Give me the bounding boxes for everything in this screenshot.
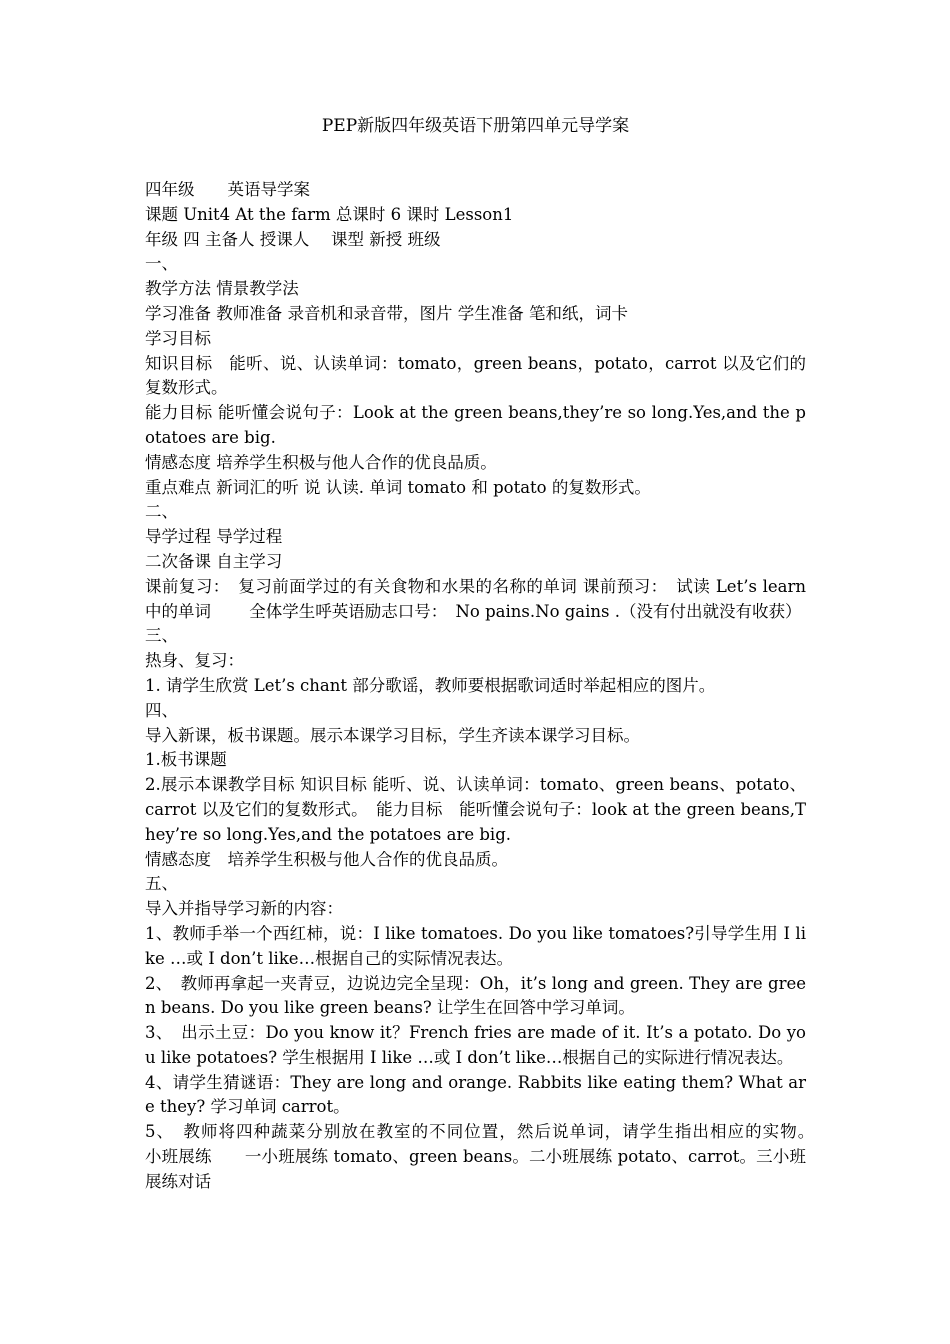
text-paragraph: 2、 教师再拿起一夹青豆，边说边完全呈现：Oh，it’s long and green. They are green beans. Do you like green beans? 让学生在回答中学习单词。 — [145, 973, 806, 1018]
text-paragraph: 情感态度 培养学生积极与他人合作的优良品质。 — [145, 849, 508, 869]
text-paragraph: 学习准备 教师准备 录音机和录音带，图片 学生准备 笔和纸，词卡 — [145, 303, 628, 323]
text-paragraph: 四、 — [145, 700, 178, 720]
text-paragraph: 知识目标 能听、说、认读单词：tomato，green beans，potato，carrot 以及它们的复数形式。 — [145, 353, 806, 398]
text-paragraph: 1. 请学生欣赏 Let’s chant 部分歌谣，教师要根据歌词适时举起相应的图片。 — [145, 675, 716, 695]
text-paragraph: 课前复习： 复习前面学过的有关食物和水果的名称的单词 课前预习： 试读 Let’s learn 中的单词 全体学生呼英语励志口号： No pains.No gains .（没有付出就没有收获） — [145, 576, 806, 621]
text-paragraph: 四年级 英语导学案 — [145, 180, 310, 199]
text-paragraph: 3、 出示土豆：Do you know it？French fries are made of it. It’s a potato. Do you like potatoes? 学生根据用 I like …或 I don’t like…根据自己的实际进行情况表达。 — [145, 1023, 806, 1067]
text-paragraph: 导入新课，板书课题。展示本课学习目标，学生齐读本课学习目标。 — [145, 725, 640, 745]
document-body — [145, 178, 839, 1195]
text-paragraph: 五、 — [145, 874, 178, 894]
text-paragraph: 二次备课 自主学习 — [145, 551, 283, 571]
text-paragraph: 2.展示本课教学目标 知识目标 能听、说、认读单词：tomato、green beans、potato、carrot 以及它们的复数形式。 能力目标 能听懂会说句子：look at the green beans,They’re so long.Yes,and the potatoes are big. — [145, 775, 806, 844]
text-paragraph: 一、 — [145, 254, 178, 274]
text-paragraph: 5、 教师将四种蔬菜分别放在教室的不同位置，然后说单词，请学生指出相应的实物。 小班展练 一小班展练 tomato、green beans。二小班展练 potato、carrot。三小班展练对话 — [145, 1122, 839, 1191]
document-title: PEP新版四年级英语下册第四单元导学案 — [321, 116, 630, 136]
text-paragraph: 三、 — [145, 626, 178, 646]
text-paragraph: 情感态度 培养学生积极与他人合作的优良品质。 — [145, 452, 497, 472]
text-paragraph: 4、请学生猜谜语：They are long and orange. Rabbits like eating them? What are they? 学习单词 carrot。 — [145, 1072, 806, 1117]
text-paragraph: 学习目标 — [145, 328, 211, 348]
text-paragraph: 课题 Unit4 At the farm 总课时 6 课时 Lesson1 — [145, 204, 514, 224]
text-paragraph: 1.板书课题 — [145, 750, 227, 770]
text-paragraph: 年级 四 主备人 授课人 课型 新授 班级 — [145, 229, 441, 249]
text-paragraph: 二、 — [145, 502, 178, 522]
text-paragraph: 热身、复习： — [145, 651, 244, 671]
document-page — [145, 114, 839, 1195]
text-paragraph: 教学方法 情景教学法 — [145, 279, 299, 299]
text-paragraph: 导入并指导学习新的内容： — [145, 899, 343, 919]
text-paragraph: 能力目标 能听懂会说句子：Look at the green beans,they’re so long.Yes,and the potatoes are big. — [145, 403, 806, 447]
text-paragraph: 重点难点 新词汇的听 说 认读. 单词 tomato 和 potato 的复数形式。 — [145, 477, 651, 497]
text-paragraph: 导学过程 导学过程 — [145, 527, 283, 547]
text-paragraph: 1、教师手举一个西红柿，说：I like tomatoes. Do you like tomatoes?引导学生用 I like …或 I don’t like…根据自己的实际情况表达。 — [145, 923, 806, 968]
